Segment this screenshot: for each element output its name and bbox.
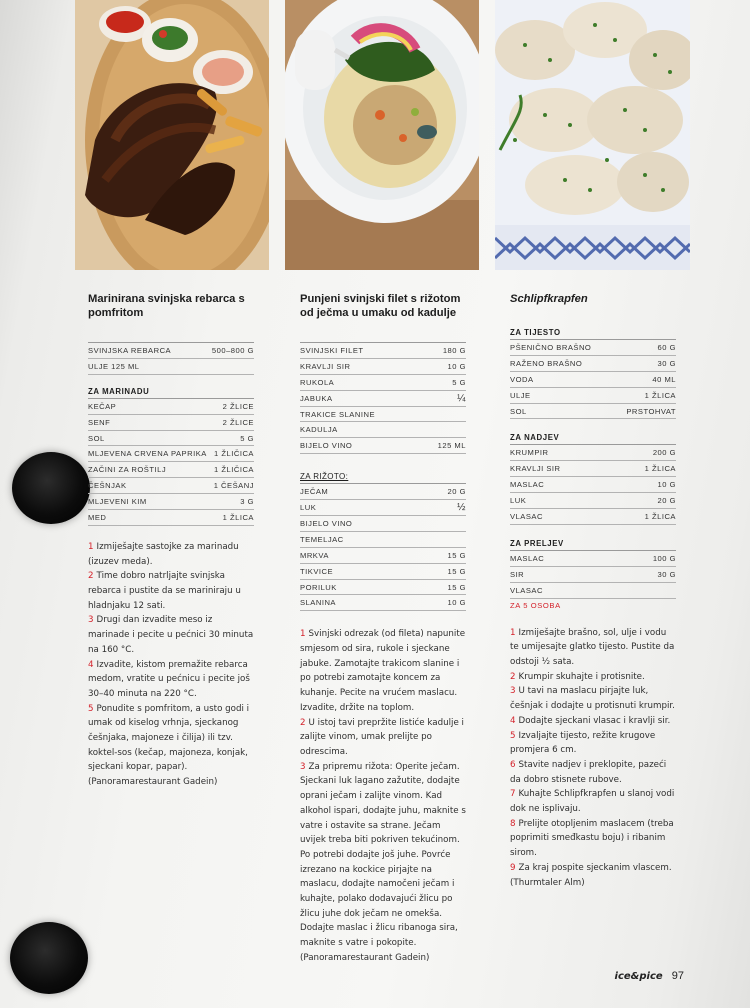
ingredient-row: LUK 20 G: [510, 493, 676, 509]
method-step: 3 Drugi dan izvadite meso iz marinade i pecite u pećnici 30 minuta na 160 °C.: [88, 615, 254, 655]
recipe-schlipfkrapfen: [510, 292, 676, 890]
method-step: 3 U tavi na maslacu pirjajte luk, češnjak i dodajte u protisnuti krumpir.: [510, 686, 675, 712]
method-step: 2 U istoj tavi prepržite listiće kadulje i zalijte vinom, umak prelijte po odrescima.: [300, 717, 464, 757]
recipe-title: Marinirana svinjska rebarca s pomfritom: [88, 293, 245, 319]
ingredient-row: JABUKA ¼: [300, 391, 466, 407]
ingredient-row: ULJE 1 ŽLICA: [510, 388, 676, 404]
ingredient-row: TIKVICE 15 G: [300, 564, 466, 580]
ingredient-table: [300, 342, 466, 454]
photo-schlipfkrapfen: [495, 0, 690, 270]
ingredient-row: SIR 30 G: [510, 567, 676, 583]
ingredient-row: SOL PRSTOHVAT: [510, 404, 676, 420]
binder-hole-bottom: [10, 922, 88, 994]
ingredient-row: VLASAC: [510, 583, 676, 599]
section-heading: ZA TIJESTO: [510, 328, 561, 337]
method-step: 2 Time dobro natrljajte svinjska rebarca i pustite da se mariniraju u hladnjaku 12 sati.: [88, 571, 241, 611]
ingredient-row: KRUMPIR 200 G: [510, 445, 676, 461]
ingredient-row: TRAKICE SLANINE: [300, 407, 466, 423]
ingredient-row: MRKVA 15 G: [300, 548, 466, 564]
ingredient-row: BIJELO VINO 125 ML: [300, 438, 466, 454]
ingredient-table: [88, 342, 254, 375]
ingredient-table: [510, 550, 676, 599]
magazine-logo: ice&pice: [614, 971, 663, 982]
ingredient-row: PORILUK 15 G: [300, 580, 466, 596]
section-heading: ZA NADJEV: [510, 433, 560, 443]
ingredient-row: VODA 40 ML: [510, 372, 676, 388]
ingredient-row: KRAVLJI SIR 10 G: [300, 359, 466, 375]
ingredient-row: TEMELJAC: [300, 532, 466, 548]
photo-fillet: [285, 0, 479, 270]
section-heading: ZA MARINADU: [88, 386, 150, 396]
ingredient-row: KEČAP 2 ŽLICE: [88, 399, 254, 415]
section-heading: ZA RIŽOTO:: [300, 472, 349, 482]
recipe-title: Punjeni svinjski filet s rižotom od ječma u umaku od kadulje: [300, 293, 461, 319]
ingredient-row: MASLAC 10 G: [510, 477, 676, 493]
ingredient-row: SVINJSKI FILET 180 G: [300, 343, 466, 359]
method-steps: [510, 626, 676, 891]
ingredient-row: SVINJSKA REBARCA 500–800 G: [88, 343, 254, 359]
method-step: 5 Ponudite s pomfritom, a usto godi i umak od kiselog vrhnja, sjeckanog češnjaka, majoneze i čilija) ili tzv. koktel-sos (kečap, majoneza, konjak, sjeckani kopar, papar). (Panoramarestaurant Gadein): [88, 703, 250, 788]
recipe-fillet: [300, 292, 466, 966]
ingredient-table: [510, 339, 676, 419]
method-step: 1 Izmiješajte brašno, sol, ulje i vodu te umijesajte glatko tijesto. Pustite da odstoji ½ sata.: [510, 627, 675, 667]
ingredient-row: ULJE 125 ML: [88, 359, 254, 375]
ingredient-row: RUKOLA 5 G: [300, 375, 466, 391]
method-step: 3 Za pripremu rižota: Operite ječam. Sjeckani luk lagano zažutite, dodajte oprani ječam i zalijte vinom. Kad alkohol ispari, dodajte juhu, maknite s vatre i ostavite sa strane. Ječam uvijek treba biti pokriven tekućinom. Po potrebi dodajte još juhe. Povrće izrezano na kockice pirjajte na maslacu, dodajte namočeni ječam i kuhajte, polako dodavajući žlicu po žlicu juhe dok ječam ne omekša. Dodajte maslac i žlicu ribanoga sira, maknite s vatre i pokopite. (Panoramarestaurant Gadein): [300, 761, 466, 963]
ingredient-row: MASLAC 100 G: [510, 551, 676, 567]
page-number: 97: [671, 970, 684, 982]
ingredient-table: [88, 398, 254, 526]
recipe-title: Schlipfkrapfen: [510, 293, 588, 305]
ingredient-table: [300, 483, 466, 611]
method-step: 1 Izmiješajte sastojke za marinadu (izuzev meda).: [88, 541, 239, 567]
ingredient-row: SENF 2 ŽLICE: [88, 415, 254, 431]
ingredient-row: LUK ½: [300, 500, 466, 516]
ingredient-row: ZAČINI ZA ROŠTILJ 1 ŽLIČICA: [88, 462, 254, 478]
ingredient-row: KADULJA: [300, 422, 466, 438]
method-step: 6 Stavite nadjev i preklopite, pazeći da dobro stisnete rubove.: [510, 759, 667, 785]
method-steps: [300, 627, 466, 965]
ingredient-row: RAŽENO BRAŠNO 30 G: [510, 356, 676, 372]
method-step: 4 Izvadite, kistom premažite rebarca medom, vratite u pećnicu i pecite još 30–40 minuta na 220 °C.: [88, 659, 250, 699]
photo-ribs: [75, 0, 269, 270]
method-step: 5 Izvaljajte tijesto, režite krugove promjera 6 cm.: [510, 730, 656, 756]
method-steps: [88, 540, 254, 790]
ingredient-row: ČEŠNJAK 1 ČEŠANJ: [88, 478, 254, 494]
servings-note: ZA 5 OSOBA: [510, 600, 561, 610]
recipe-ribs: [88, 292, 254, 790]
binder-hole-top: [12, 452, 90, 524]
method-step: 2 Krumpir skuhajte i protisnite.: [510, 671, 645, 682]
ingredient-row: VLASAC 1 ŽLICA: [510, 509, 676, 525]
ingredient-table: [510, 444, 676, 524]
ingredient-row: MED 1 ŽLICA: [88, 510, 254, 526]
method-step: 4 Dodajte sjeckani vlasac i kravlji sir.: [510, 715, 671, 726]
ingredient-row: MLJEVENI KIM 3 G: [88, 494, 254, 510]
method-step: 7 Kuhajte Schlipfkrapfen u slanoj vodi dok ne isplivaju.: [510, 789, 675, 815]
ingredient-row: KRAVLJI SIR 1 ŽLICA: [510, 461, 676, 477]
ingredient-row: JEČAM 20 G: [300, 484, 466, 500]
ingredient-row: BIJELO VINO: [300, 516, 466, 532]
ingredient-row: PŠENIČNO BRAŠNO 60 G: [510, 340, 676, 356]
method-step: 1 Svinjski odrezak (od fileta) napunite smjesom od sira, rukole i sjeckane jabuke. Zamotajte trakicom slanine i po potrebi zamotajte koncem za kuhanje. Pecite na vrućem maslacu. Izvadite, držite na toplom.: [300, 629, 466, 713]
ingredient-row: SOL 5 G: [88, 431, 254, 447]
method-step: 9 Za kraj pospite sjeckanim vlascem. (Thurmtaler Alm): [510, 862, 672, 888]
section-heading: ZA PRELJEV: [510, 538, 564, 548]
ingredient-row: MLJEVENA CRVENA PAPRIKA 1 ŽLIČICA: [88, 446, 254, 462]
ingredient-row: SLANINA 10 G: [300, 595, 466, 611]
method-step: 8 Prelijte otopljenim maslacem (treba poprimiti smeđkastu boju) i ribanim sirom.: [510, 818, 674, 859]
page-footer: [615, 970, 684, 982]
